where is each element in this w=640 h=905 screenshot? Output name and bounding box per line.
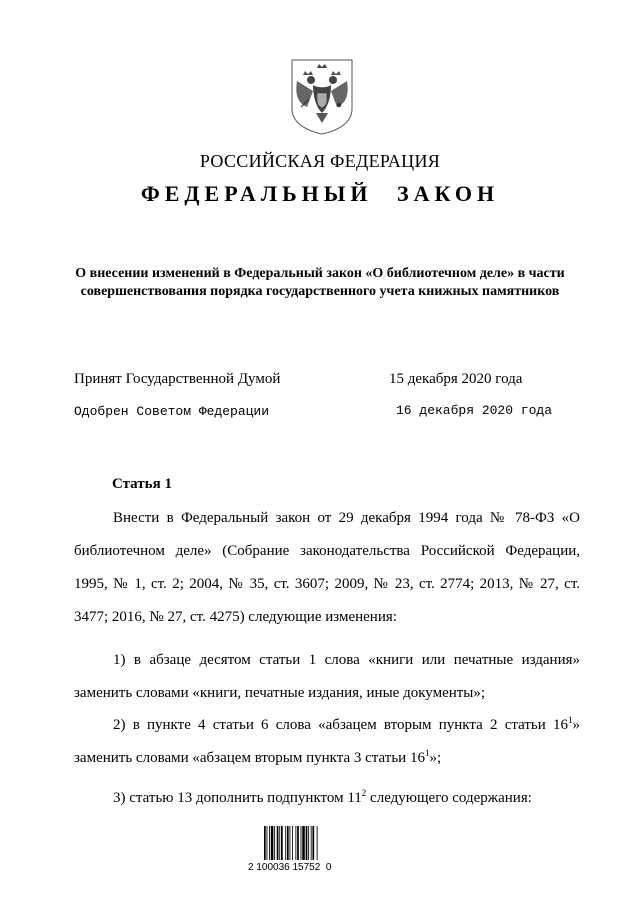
article-intro-paragraph: Внести в Федеральный закон от 29 декабря 1994 года № 78-ФЗ «О библиотечном деле» (Собрание законодательства Российской Федерации, 1995, № 1, ст. 2; 2004, № 35, ст. 3607; 2009, № 23, ст. 2774; 2013, № 27, ст. 3477; 2016, № 27, ст. 4275) следующие изменения: xyxy=(74,510,580,625)
duma-adoption-date: 15 декабря 2020 года xyxy=(389,371,523,387)
amendment-item-3-superscript: 2 xyxy=(361,788,367,798)
country-name: РОССИЙСКАЯ ФЕДЕРАЦИЯ xyxy=(199,151,441,171)
law-title: О внесении изменений в Федеральный закон «О библиотечном деле» в части совершенствования порядка государственного учета книжных памятников xyxy=(75,266,565,299)
amendment-item-2-superscript-b: 1 xyxy=(424,748,430,758)
article-title: Статья 1 xyxy=(112,476,172,492)
amendment-item-3-text-a: 3) статью 13 дополнить подпунктом 11 xyxy=(113,790,362,806)
amendment-item-2-text-b: » заменить словами «абзацем вторым пункта 3 статьи 16 xyxy=(74,717,580,766)
barcode xyxy=(264,826,336,860)
amendment-item-2-text-c: »; xyxy=(429,750,442,766)
amendment-item-3-text-b: следующего содержания: xyxy=(366,790,532,806)
duma-adoption-label: Принят Государственной Думой xyxy=(74,371,281,387)
amendment-item-2-text-a: 2) в пункте 4 статьи 6 слова «абзацем вторым пункта 2 статьи 16 xyxy=(113,717,568,733)
council-approval-date: 16 декабря 2020 года xyxy=(396,403,553,418)
amendment-item-3 xyxy=(74,782,580,815)
council-approval-label: Одобрен Советом Федерации xyxy=(74,404,270,419)
barcode-number: 2 100036 15752 0 xyxy=(248,862,332,873)
coat-of-arms-icon xyxy=(289,57,355,135)
amendment-item-2 xyxy=(74,709,580,775)
document-type: ФЕДЕРАЛЬНЫЙ ЗАКОН xyxy=(140,181,500,206)
amendment-item-2-superscript-a: 1 xyxy=(568,715,573,725)
amendment-item-1: 1) в абзаце десятом статьи 1 слова «книги или печатные издания» заменить словами «книги, печатные издания, иные документы»; xyxy=(74,652,580,701)
